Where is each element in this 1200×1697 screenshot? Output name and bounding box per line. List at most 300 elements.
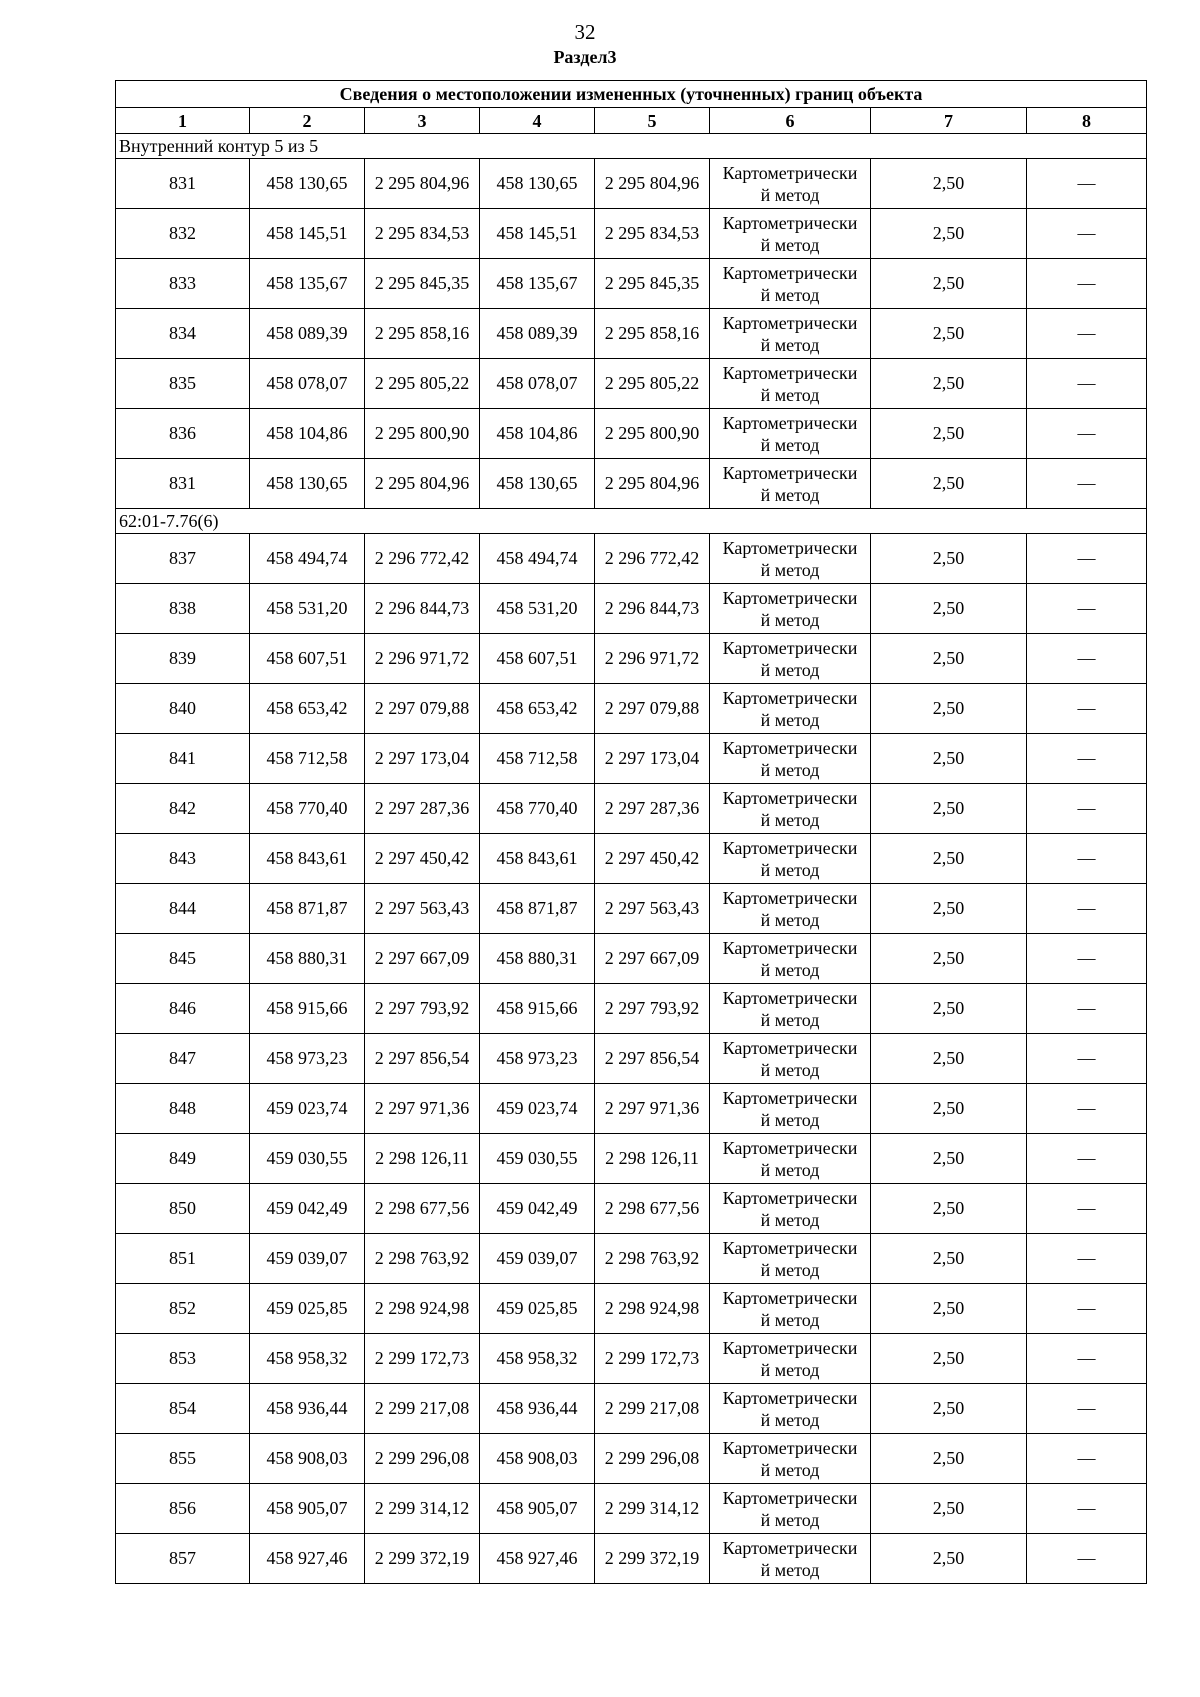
method-line-2: й метод	[760, 1559, 820, 1580]
accuracy-cell: 2,50	[871, 1434, 1027, 1484]
x-existing-cell: 459 025,85	[250, 1284, 365, 1334]
method-line-2: й метод	[760, 909, 820, 930]
method-line-2: й метод	[760, 284, 820, 305]
method-line-2: й метод	[760, 609, 820, 630]
method-line-2: й метод	[760, 1159, 820, 1180]
table-title: Сведения о местоположении измененных (уточненных) границ объекта	[116, 81, 1147, 108]
column-header: 3	[365, 108, 480, 134]
x-existing-cell: 458 712,58	[250, 734, 365, 784]
method-cell	[710, 209, 871, 259]
y-new-cell: 2 298 126,11	[595, 1134, 710, 1184]
extra-cell: —	[1027, 884, 1147, 934]
extra-cell: —	[1027, 934, 1147, 984]
method-cell	[710, 1534, 871, 1584]
y-existing-cell: 2 295 804,96	[365, 159, 480, 209]
method-line-2: й метод	[760, 1059, 820, 1080]
y-existing-cell: 2 298 924,98	[365, 1284, 480, 1334]
accuracy-cell: 2,50	[871, 884, 1027, 934]
x-new-cell: 459 023,74	[480, 1084, 595, 1134]
method-line-1: Картометрически	[722, 1337, 858, 1358]
x-new-cell: 459 025,85	[480, 1284, 595, 1334]
y-existing-cell: 2 297 971,36	[365, 1084, 480, 1134]
x-existing-cell: 459 042,49	[250, 1184, 365, 1234]
point-number-cell: 847	[116, 1034, 250, 1084]
method-line-1: Картометрически	[722, 162, 858, 183]
method-line-1: Картометрически	[722, 412, 858, 433]
method-cell	[710, 934, 871, 984]
x-new-cell: 459 039,07	[480, 1234, 595, 1284]
x-new-cell: 458 843,61	[480, 834, 595, 884]
x-new-cell: 458 531,20	[480, 584, 595, 634]
table-row	[116, 309, 1147, 359]
x-new-cell: 458 135,67	[480, 259, 595, 309]
y-existing-cell: 2 295 804,96	[365, 459, 480, 509]
x-existing-cell: 458 078,07	[250, 359, 365, 409]
y-existing-cell: 2 297 287,36	[365, 784, 480, 834]
table-body	[116, 134, 1147, 1584]
y-new-cell: 2 296 844,73	[595, 584, 710, 634]
y-new-cell: 2 297 563,43	[595, 884, 710, 934]
y-existing-cell: 2 298 126,11	[365, 1134, 480, 1184]
column-header: 5	[595, 108, 710, 134]
method-cell	[710, 1334, 871, 1384]
method-line-1: Картометрически	[722, 787, 858, 808]
y-existing-cell: 2 299 172,73	[365, 1334, 480, 1384]
table-row	[116, 934, 1147, 984]
table-row	[116, 834, 1147, 884]
y-new-cell: 2 295 800,90	[595, 409, 710, 459]
y-existing-cell: 2 297 450,42	[365, 834, 480, 884]
method-line-1: Картометрически	[722, 1487, 858, 1508]
table-row	[116, 1384, 1147, 1434]
column-header: 1	[116, 108, 250, 134]
point-number-cell: 833	[116, 259, 250, 309]
y-new-cell: 2 295 845,35	[595, 259, 710, 309]
point-number-cell: 831	[116, 159, 250, 209]
y-existing-cell: 2 299 217,08	[365, 1384, 480, 1434]
x-new-cell: 458 130,65	[480, 159, 595, 209]
method-cell	[710, 1434, 871, 1484]
x-new-cell: 458 905,07	[480, 1484, 595, 1534]
extra-cell: —	[1027, 1534, 1147, 1584]
accuracy-cell: 2,50	[871, 409, 1027, 459]
x-new-cell: 459 030,55	[480, 1134, 595, 1184]
extra-cell: —	[1027, 534, 1147, 584]
y-existing-cell: 2 296 844,73	[365, 584, 480, 634]
y-existing-cell: 2 297 563,43	[365, 884, 480, 934]
x-existing-cell: 458 958,32	[250, 1334, 365, 1384]
method-line-1: Картометрически	[722, 737, 858, 758]
y-new-cell: 2 299 217,08	[595, 1384, 710, 1434]
y-new-cell: 2 298 924,98	[595, 1284, 710, 1334]
y-existing-cell: 2 297 079,88	[365, 684, 480, 734]
accuracy-cell: 2,50	[871, 984, 1027, 1034]
method-line-2: й метод	[760, 1009, 820, 1030]
method-cell	[710, 1484, 871, 1534]
method-line-2: й метод	[760, 859, 820, 880]
point-number-cell: 857	[116, 1534, 250, 1584]
method-line-2: й метод	[760, 759, 820, 780]
table-row	[116, 259, 1147, 309]
method-cell	[710, 1284, 871, 1334]
extra-cell: —	[1027, 1384, 1147, 1434]
y-new-cell: 2 295 834,53	[595, 209, 710, 259]
table-row	[116, 159, 1147, 209]
method-line-1: Картометрически	[722, 1237, 858, 1258]
group-label: Внутренний контур 5 из 5	[116, 134, 1147, 159]
accuracy-cell: 2,50	[871, 1034, 1027, 1084]
y-existing-cell: 2 296 772,42	[365, 534, 480, 584]
x-existing-cell: 458 927,46	[250, 1534, 365, 1584]
point-number-cell: 834	[116, 309, 250, 359]
x-existing-cell: 459 039,07	[250, 1234, 365, 1284]
point-number-cell: 855	[116, 1434, 250, 1484]
x-existing-cell: 458 130,65	[250, 159, 365, 209]
method-line-2: й метод	[760, 334, 820, 355]
point-number-cell: 832	[116, 209, 250, 259]
extra-cell: —	[1027, 634, 1147, 684]
method-cell	[710, 159, 871, 209]
point-number-cell: 835	[116, 359, 250, 409]
y-new-cell: 2 297 667,09	[595, 934, 710, 984]
method-line-2: й метод	[760, 234, 820, 255]
x-existing-cell: 458 145,51	[250, 209, 365, 259]
method-line-1: Картометрически	[722, 887, 858, 908]
x-existing-cell: 458 905,07	[250, 1484, 365, 1534]
accuracy-cell: 2,50	[871, 684, 1027, 734]
y-new-cell: 2 297 450,42	[595, 834, 710, 884]
method-cell	[710, 784, 871, 834]
accuracy-cell: 2,50	[871, 1234, 1027, 1284]
y-existing-cell: 2 295 834,53	[365, 209, 480, 259]
extra-cell: —	[1027, 584, 1147, 634]
table-row	[116, 784, 1147, 834]
x-new-cell: 458 915,66	[480, 984, 595, 1034]
extra-cell: —	[1027, 309, 1147, 359]
x-new-cell: 458 078,07	[480, 359, 595, 409]
method-line-1: Картометрически	[722, 687, 858, 708]
table-row	[116, 1484, 1147, 1534]
y-existing-cell: 2 295 805,22	[365, 359, 480, 409]
boundary-coordinates-table	[115, 80, 1147, 1584]
method-cell	[710, 1084, 871, 1134]
y-new-cell: 2 295 858,16	[595, 309, 710, 359]
x-new-cell: 458 494,74	[480, 534, 595, 584]
method-line-2: й метод	[760, 659, 820, 680]
extra-cell: —	[1027, 209, 1147, 259]
method-cell	[710, 309, 871, 359]
point-number-cell: 842	[116, 784, 250, 834]
point-number-cell: 851	[116, 1234, 250, 1284]
y-existing-cell: 2 297 667,09	[365, 934, 480, 984]
y-existing-cell: 2 296 971,72	[365, 634, 480, 684]
y-new-cell: 2 298 763,92	[595, 1234, 710, 1284]
extra-cell: —	[1027, 1134, 1147, 1184]
x-new-cell: 458 871,87	[480, 884, 595, 934]
y-existing-cell: 2 297 793,92	[365, 984, 480, 1034]
extra-cell: —	[1027, 159, 1147, 209]
accuracy-cell: 2,50	[871, 1484, 1027, 1534]
point-number-cell: 846	[116, 984, 250, 1034]
accuracy-cell: 2,50	[871, 1384, 1027, 1434]
extra-cell: —	[1027, 459, 1147, 509]
method-line-1: Картометрически	[722, 312, 858, 333]
method-line-2: й метод	[760, 559, 820, 580]
method-cell	[710, 1384, 871, 1434]
table-row	[116, 1084, 1147, 1134]
table-row	[116, 684, 1147, 734]
y-new-cell: 2 299 172,73	[595, 1334, 710, 1384]
method-line-1: Картометрически	[722, 212, 858, 233]
point-number-cell: 841	[116, 734, 250, 784]
table-row	[116, 884, 1147, 934]
x-existing-cell: 458 531,20	[250, 584, 365, 634]
table-row	[116, 1134, 1147, 1184]
method-line-1: Картометрически	[722, 1137, 858, 1158]
y-new-cell: 2 296 772,42	[595, 534, 710, 584]
method-cell	[710, 1184, 871, 1234]
y-existing-cell: 2 297 856,54	[365, 1034, 480, 1084]
column-header: 8	[1027, 108, 1147, 134]
table-row	[116, 1284, 1147, 1334]
extra-cell: —	[1027, 359, 1147, 409]
method-cell	[710, 584, 871, 634]
method-line-2: й метод	[760, 1459, 820, 1480]
method-cell	[710, 884, 871, 934]
x-new-cell: 458 712,58	[480, 734, 595, 784]
accuracy-cell: 2,50	[871, 459, 1027, 509]
table-row	[116, 1334, 1147, 1384]
point-number-cell: 831	[116, 459, 250, 509]
x-existing-cell: 458 130,65	[250, 459, 365, 509]
y-new-cell: 2 299 372,19	[595, 1534, 710, 1584]
x-existing-cell: 458 607,51	[250, 634, 365, 684]
x-new-cell: 458 958,32	[480, 1334, 595, 1384]
x-new-cell: 458 653,42	[480, 684, 595, 734]
method-line-1: Картометрически	[722, 1537, 858, 1558]
table-row	[116, 534, 1147, 584]
method-line-1: Картометрически	[722, 362, 858, 383]
accuracy-cell: 2,50	[871, 934, 1027, 984]
method-line-2: й метод	[760, 1209, 820, 1230]
accuracy-cell: 2,50	[871, 359, 1027, 409]
x-new-cell: 458 104,86	[480, 409, 595, 459]
x-existing-cell: 458 936,44	[250, 1384, 365, 1434]
y-new-cell: 2 295 804,96	[595, 459, 710, 509]
y-new-cell: 2 297 173,04	[595, 734, 710, 784]
point-number-cell: 852	[116, 1284, 250, 1334]
extra-cell: —	[1027, 1234, 1147, 1284]
extra-cell: —	[1027, 1484, 1147, 1534]
y-new-cell: 2 297 971,36	[595, 1084, 710, 1134]
table-row	[116, 984, 1147, 1034]
y-existing-cell: 2 298 677,56	[365, 1184, 480, 1234]
y-new-cell: 2 297 856,54	[595, 1034, 710, 1084]
point-number-cell: 848	[116, 1084, 250, 1134]
y-existing-cell: 2 298 763,92	[365, 1234, 480, 1284]
x-existing-cell: 458 770,40	[250, 784, 365, 834]
method-cell	[710, 459, 871, 509]
accuracy-cell: 2,50	[871, 1134, 1027, 1184]
extra-cell: —	[1027, 1084, 1147, 1134]
extra-cell: —	[1027, 259, 1147, 309]
accuracy-cell: 2,50	[871, 1334, 1027, 1384]
x-existing-cell: 459 030,55	[250, 1134, 365, 1184]
y-existing-cell: 2 299 372,19	[365, 1534, 480, 1584]
method-line-1: Картометрически	[722, 637, 858, 658]
y-new-cell: 2 295 804,96	[595, 159, 710, 209]
column-header: 6	[710, 108, 871, 134]
extra-cell: —	[1027, 409, 1147, 459]
accuracy-cell: 2,50	[871, 584, 1027, 634]
y-new-cell: 2 297 079,88	[595, 684, 710, 734]
point-number-cell: 849	[116, 1134, 250, 1184]
column-header-row	[116, 108, 1147, 134]
method-line-2: й метод	[760, 434, 820, 455]
y-new-cell: 2 297 793,92	[595, 984, 710, 1034]
method-line-2: й метод	[760, 1109, 820, 1130]
method-cell	[710, 1134, 871, 1184]
table-row	[116, 734, 1147, 784]
y-existing-cell: 2 295 800,90	[365, 409, 480, 459]
accuracy-cell: 2,50	[871, 1184, 1027, 1234]
method-line-1: Картометрически	[722, 987, 858, 1008]
method-cell	[710, 534, 871, 584]
method-line-1: Картометрически	[722, 587, 858, 608]
table-row	[116, 1434, 1147, 1484]
table-row	[116, 1234, 1147, 1284]
y-existing-cell: 2 299 314,12	[365, 1484, 480, 1534]
group-header-row	[116, 134, 1147, 159]
column-header: 4	[480, 108, 595, 134]
accuracy-cell: 2,50	[871, 159, 1027, 209]
table-row	[116, 209, 1147, 259]
y-new-cell: 2 298 677,56	[595, 1184, 710, 1234]
group-header-row	[116, 509, 1147, 534]
table-row	[116, 409, 1147, 459]
point-number-cell: 844	[116, 884, 250, 934]
extra-cell: —	[1027, 1184, 1147, 1234]
y-new-cell: 2 297 287,36	[595, 784, 710, 834]
method-line-2: й метод	[760, 184, 820, 205]
method-line-2: й метод	[760, 959, 820, 980]
x-existing-cell: 458 880,31	[250, 934, 365, 984]
point-number-cell: 856	[116, 1484, 250, 1534]
y-existing-cell: 2 297 173,04	[365, 734, 480, 784]
x-existing-cell: 458 843,61	[250, 834, 365, 884]
accuracy-cell: 2,50	[871, 734, 1027, 784]
x-existing-cell: 459 023,74	[250, 1084, 365, 1134]
extra-cell: —	[1027, 684, 1147, 734]
method-line-1: Картометрически	[722, 1287, 858, 1308]
x-new-cell: 458 089,39	[480, 309, 595, 359]
x-new-cell: 458 927,46	[480, 1534, 595, 1584]
group-label: 62:01-7.76(6)	[116, 509, 1147, 534]
x-new-cell: 458 880,31	[480, 934, 595, 984]
x-existing-cell: 458 104,86	[250, 409, 365, 459]
extra-cell: —	[1027, 834, 1147, 884]
x-new-cell: 458 936,44	[480, 1384, 595, 1434]
accuracy-cell: 2,50	[871, 1534, 1027, 1584]
point-number-cell: 836	[116, 409, 250, 459]
table-row	[116, 634, 1147, 684]
accuracy-cell: 2,50	[871, 634, 1027, 684]
table-row	[116, 1534, 1147, 1584]
method-cell	[710, 834, 871, 884]
table-row	[116, 584, 1147, 634]
method-line-1: Картометрически	[722, 462, 858, 483]
extra-cell: —	[1027, 984, 1147, 1034]
method-cell	[710, 409, 871, 459]
accuracy-cell: 2,50	[871, 209, 1027, 259]
method-line-2: й метод	[760, 1409, 820, 1430]
x-new-cell: 458 145,51	[480, 209, 595, 259]
accuracy-cell: 2,50	[871, 259, 1027, 309]
column-header: 7	[871, 108, 1027, 134]
point-number-cell: 850	[116, 1184, 250, 1234]
method-cell	[710, 359, 871, 409]
extra-cell: —	[1027, 1034, 1147, 1084]
x-existing-cell: 458 973,23	[250, 1034, 365, 1084]
method-line-2: й метод	[760, 484, 820, 505]
x-new-cell: 458 973,23	[480, 1034, 595, 1084]
column-header: 2	[250, 108, 365, 134]
method-cell	[710, 684, 871, 734]
method-line-1: Картометрически	[722, 837, 858, 858]
extra-cell: —	[1027, 1284, 1147, 1334]
point-number-cell: 845	[116, 934, 250, 984]
y-new-cell: 2 299 296,08	[595, 1434, 710, 1484]
accuracy-cell: 2,50	[871, 1084, 1027, 1134]
x-existing-cell: 458 871,87	[250, 884, 365, 934]
method-line-1: Картометрически	[722, 1037, 858, 1058]
x-new-cell: 458 607,51	[480, 634, 595, 684]
accuracy-cell: 2,50	[871, 834, 1027, 884]
page-number: 32	[574, 20, 596, 44]
method-cell	[710, 1034, 871, 1084]
method-line-1: Картометрически	[722, 1187, 858, 1208]
method-line-2: й метод	[760, 1509, 820, 1530]
x-existing-cell: 458 494,74	[250, 534, 365, 584]
x-existing-cell: 458 908,03	[250, 1434, 365, 1484]
method-line-1: Картометрически	[722, 1087, 858, 1108]
extra-cell: —	[1027, 784, 1147, 834]
method-line-1: Картометрически	[722, 1437, 858, 1458]
accuracy-cell: 2,50	[871, 1284, 1027, 1334]
method-line-2: й метод	[760, 384, 820, 405]
accuracy-cell: 2,50	[871, 309, 1027, 359]
point-number-cell: 840	[116, 684, 250, 734]
point-number-cell: 853	[116, 1334, 250, 1384]
table-row	[116, 359, 1147, 409]
method-cell	[710, 984, 871, 1034]
y-new-cell: 2 296 971,72	[595, 634, 710, 684]
method-line-2: й метод	[760, 1259, 820, 1280]
x-existing-cell: 458 135,67	[250, 259, 365, 309]
x-new-cell: 458 130,65	[480, 459, 595, 509]
x-existing-cell: 458 653,42	[250, 684, 365, 734]
table-row	[116, 1034, 1147, 1084]
method-line-2: й метод	[760, 1309, 820, 1330]
y-existing-cell: 2 299 296,08	[365, 1434, 480, 1484]
point-number-cell: 838	[116, 584, 250, 634]
x-existing-cell: 458 915,66	[250, 984, 365, 1034]
point-number-cell: 839	[116, 634, 250, 684]
x-new-cell: 458 908,03	[480, 1434, 595, 1484]
method-line-1: Картометрически	[722, 1387, 858, 1408]
table-row	[116, 459, 1147, 509]
method-cell	[710, 1234, 871, 1284]
